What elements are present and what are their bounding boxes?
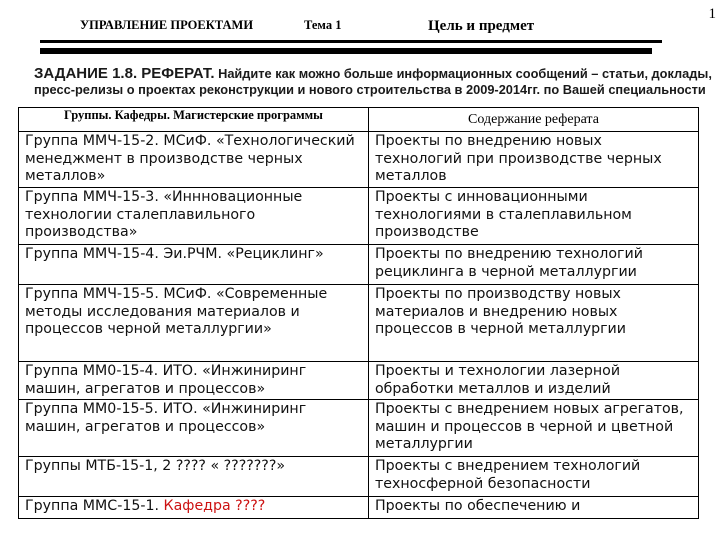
table-row bbox=[19, 245, 699, 285]
table-cell-group: Группы МТБ-15-1, 2 ???? « ???????» bbox=[19, 457, 369, 497]
table-cell-group: Группа ММЧ-15-4. Эи.РЧМ. «Рециклинг» bbox=[19, 245, 369, 285]
table-row-partial bbox=[19, 497, 699, 519]
table-cell-content: Проекты с инновационными технологиями в сталеплавильном производстве bbox=[369, 188, 699, 245]
table-cell-content: Проекты по обеспечению и bbox=[369, 497, 699, 519]
table-header-row bbox=[19, 108, 699, 132]
table-cell-content: Проекты с внедрением технологий техносферной безопасности bbox=[369, 457, 699, 497]
table-cell-content: Проекты по производству новых материалов и внедрению новых процессов в черной металлургии bbox=[369, 285, 699, 362]
slide-title: Цель и предмет bbox=[428, 18, 535, 34]
table-header-groups: Группы. Кафедры. Магистерские программы bbox=[19, 108, 369, 132]
table-row bbox=[19, 457, 699, 497]
task-lead: ЗАДАНИЕ 1.8. РЕФЕРАТ. bbox=[34, 65, 215, 82]
table-cell-content: Проекты по внедрению новых технологий при производстве черных металлов bbox=[369, 132, 699, 188]
groups-table bbox=[18, 107, 698, 519]
topic-label: Тема 1 bbox=[304, 18, 342, 32]
table-row bbox=[19, 362, 699, 400]
table-row bbox=[19, 400, 699, 457]
table-row bbox=[19, 188, 699, 245]
table-header-content: Содержание реферата bbox=[369, 108, 699, 132]
section-title: УПРАВЛЕНИЕ ПРОЕКТАМИ bbox=[80, 18, 254, 32]
table-cell-group: Группа ММЧ-15-3. «Иннновационные технологии сталеплавильного производства» bbox=[19, 188, 369, 245]
table-row bbox=[19, 285, 699, 362]
table-cell-group bbox=[19, 497, 369, 519]
table-cell-group: Группа ММЧ-15-5. МСиФ. «Современные методы исследования материалов и процессов черной металлургии» bbox=[19, 285, 369, 362]
table-cell-group: Группа ММ0-15-4. ИТО. «Инжиниринг машин, агрегатов и процессов» bbox=[19, 362, 369, 400]
table-cell-group: Группа ММЧ-15-2. МСиФ. «Технологический менеджмент в производстве черных металлов» bbox=[19, 132, 369, 188]
table-row bbox=[19, 132, 699, 188]
partial-group-label: Группа ММС-15-1. bbox=[25, 498, 160, 514]
task-text: Найдите как можно больше информационных сообщений – статьи, доклады, пресс-релизы о проектах реконструкции и нового строительства в 2009-2014гг. по Вашей специальности bbox=[34, 66, 712, 97]
header-rule-thick bbox=[40, 48, 652, 54]
table-cell-group: Группа ММ0-15-5. ИТО. «Инжиниринг машин, агрегатов и процессов» bbox=[19, 400, 369, 457]
task-paragraph bbox=[34, 66, 714, 98]
partial-department-label: Кафедра ???? bbox=[159, 498, 266, 514]
table-cell-content: Проекты с внедрением новых агрегатов, машин и процессов в черной и цветной металлургии bbox=[369, 400, 699, 457]
table-cell-content: Проекты и технологии лазерной обработки металлов и изделий bbox=[369, 362, 699, 400]
header-rule-thin bbox=[40, 40, 662, 43]
page-number: 1 bbox=[708, 6, 716, 22]
table-cell-content: Проекты по внедрению технологий рециклинга в черной металлургии bbox=[369, 245, 699, 285]
